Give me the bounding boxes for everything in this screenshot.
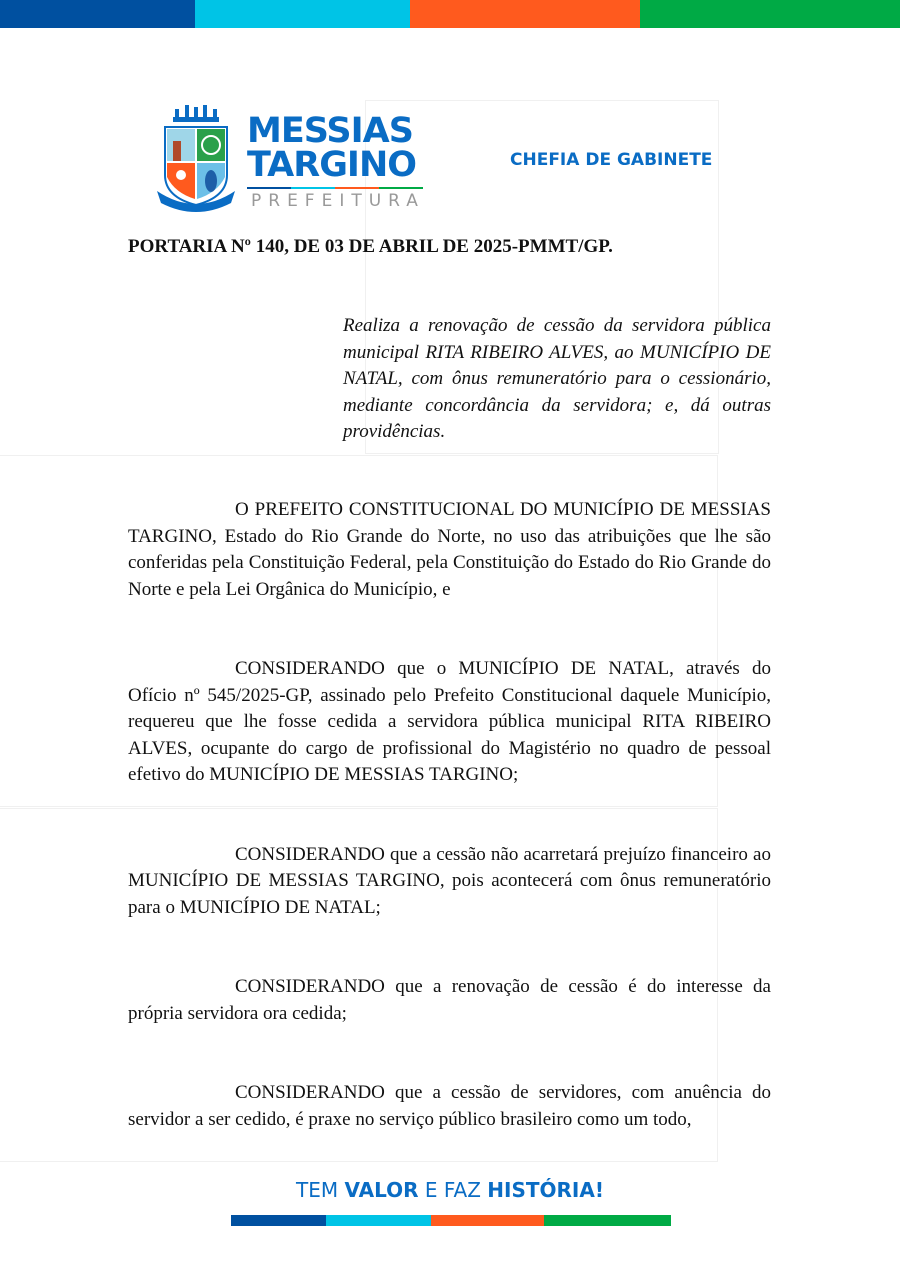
paragraph: CONSIDERANDO que o MUNICÍPIO DE NATAL, através do Ofício nº 545/2025-GP, assinado pelo Prefeito Constitucional daquele Município, requereu que lhe fosse cedida a servidora pública municipal RITA RIBEIRO ALVES, ocupante do cargo de profissional do Magistério no quadro de pessoal efetivo do MUNICÍPIO DE MESSIAS TARGINO; — [128, 658, 771, 785]
municipality-logo — [155, 105, 425, 213]
document-summary: Realiza a renovação de cessão da servidora pública municipal RITA RIBEIRO ALVES, ao MUNICÍPIO DE NATAL, com ônus remuneratório para o cessionário, mediante concordância da servidora; e, dá outras providências. — [343, 315, 771, 442]
slogan-part: VALOR — [344, 1178, 419, 1202]
slogan-part: E FAZ — [418, 1178, 488, 1202]
crest-icon — [155, 105, 237, 213]
footer-slogan — [0, 1178, 900, 1202]
slogan-part: HISTÓRIA! — [487, 1178, 604, 1202]
footer-color-bar — [231, 1215, 671, 1226]
department-name: CHEFIA DE GABINETE — [510, 150, 713, 170]
logo-text-messias: MESSIAS — [247, 111, 413, 151]
slogan-part: TEM — [296, 1178, 345, 1202]
paragraph: CONSIDERANDO que a cessão de servidores, com anuência do servidor a ser cedido, é praxe no serviço público brasileiro como um todo, — [128, 1082, 771, 1130]
document-title: PORTARIA Nº 140, DE 03 DE ABRIL DE 2025-PMMT/GP. — [128, 236, 613, 257]
paragraph: O PREFEITO CONSTITUCIONAL DO MUNICÍPIO DE MESSIAS TARGINO, Estado do Rio Grande do Norte, no uso das atribuições que lhe são conferidas pela Constituição Federal, pela Constituição do Estado do Rio Grande do Norte e pela Lei Orgânica do Município, e — [128, 499, 771, 600]
document-body — [128, 497, 771, 1186]
logo-text-prefeitura: PREFEITURA — [251, 191, 425, 211]
logo-color-line — [247, 187, 423, 189]
paragraph: CONSIDERANDO que a cessão não acarretará prejuízo financeiro ao MUNICÍPIO DE MESSIAS TARGINO, pois acontecerá com ônus remuneratório para o MUNICÍPIO DE NATAL; — [128, 843, 771, 918]
top-color-bar — [0, 0, 900, 28]
logo-text-targino: TARGINO — [247, 145, 416, 185]
paragraph: CONSIDERANDO que a renovação de cessão é do interesse da própria servidora ora cedida; — [128, 976, 771, 1024]
